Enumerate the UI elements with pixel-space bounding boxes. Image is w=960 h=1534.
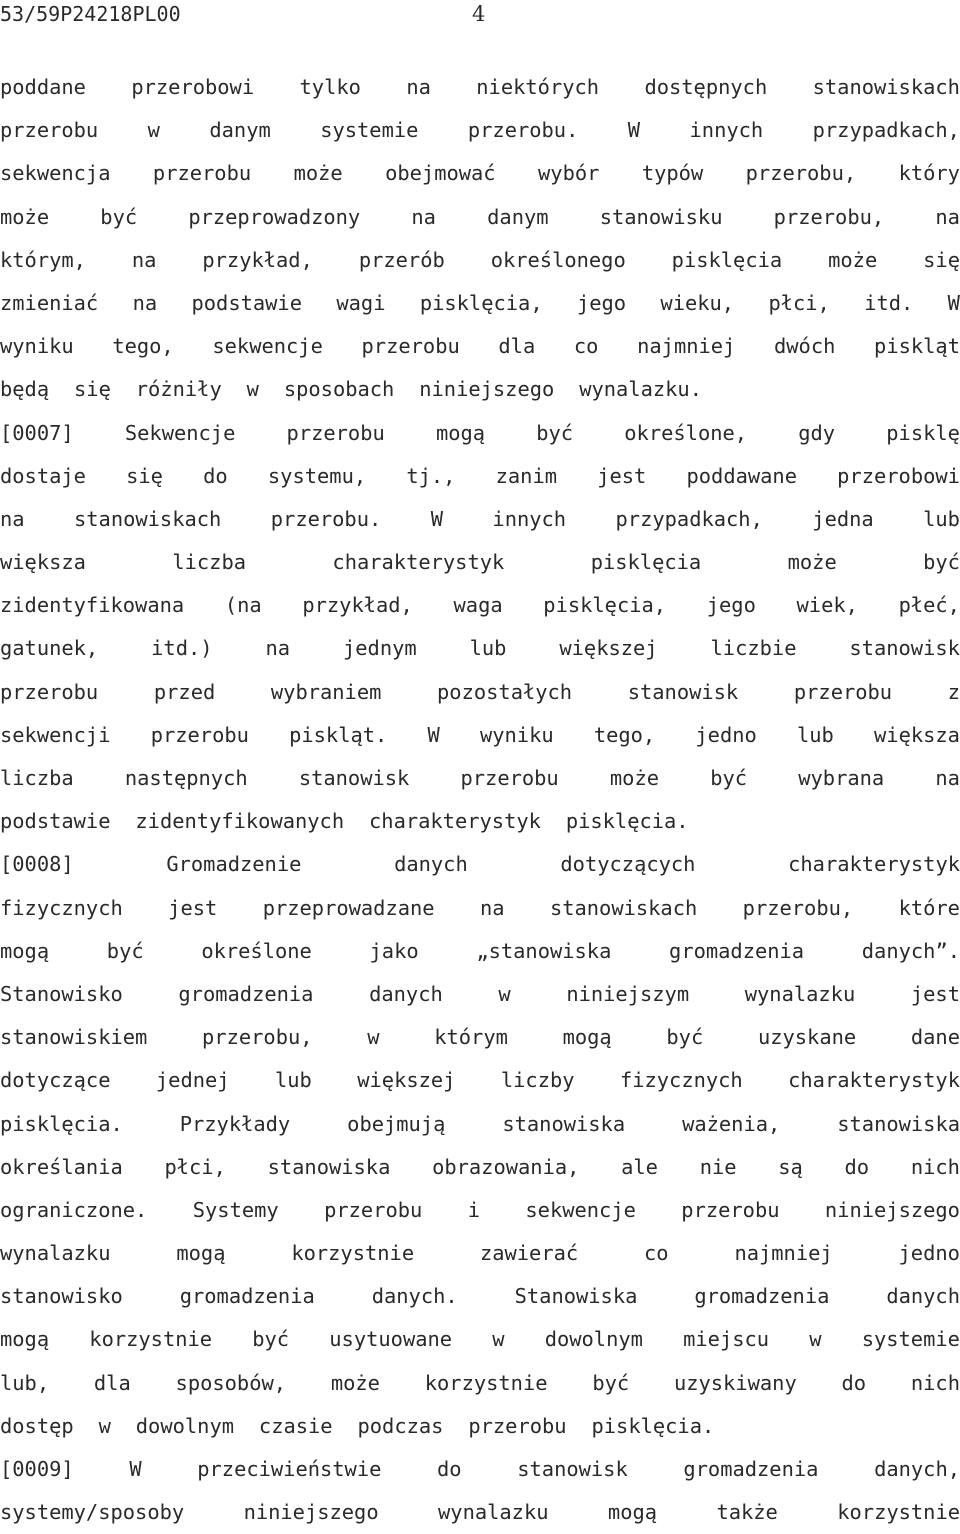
- word: być: [592, 1370, 630, 1395]
- word: przerobu: [0, 118, 99, 143]
- word: stanowiskach: [812, 75, 960, 99]
- word: mogą: [562, 1025, 612, 1050]
- word: być: [666, 1025, 704, 1050]
- word: dotyczące: [0, 1068, 111, 1093]
- word: danych”.: [861, 938, 960, 963]
- word: obejmują: [347, 1111, 446, 1136]
- word: przerobu,: [773, 204, 885, 229]
- word: którym: [434, 1025, 508, 1050]
- word: mogą: [607, 1500, 658, 1525]
- word: mogą: [435, 420, 486, 445]
- word: niektórych: [476, 75, 600, 99]
- word: określania: [0, 1154, 123, 1179]
- word: stanowisk: [517, 1457, 628, 1481]
- word: przerobu: [361, 334, 460, 359]
- word: danym: [487, 204, 549, 229]
- word: piskląt: [874, 334, 960, 359]
- word: fizycznych: [0, 895, 123, 920]
- word: lub: [274, 1068, 312, 1093]
- text-line: [0, 887, 960, 930]
- word: poddawane: [686, 463, 797, 488]
- word: dowolnym: [544, 1327, 643, 1352]
- word: korzystnie: [424, 1370, 548, 1395]
- word: innych: [689, 118, 764, 143]
- word: może: [787, 550, 837, 575]
- word: który: [898, 161, 960, 186]
- text-line: [0, 1103, 960, 1146]
- word: Sekwencje: [124, 420, 236, 445]
- word: nich: [910, 1154, 960, 1179]
- word: ważenia,: [682, 1111, 781, 1136]
- page-header: [0, 0, 960, 30]
- word: stanowiskiem: [0, 1025, 148, 1050]
- text-line: [0, 1491, 960, 1534]
- word: wynalazku: [438, 1500, 549, 1525]
- word: gdy: [798, 420, 836, 445]
- text-line: [0, 1448, 960, 1491]
- text-line: [0, 671, 960, 714]
- word: przerobu,: [202, 1025, 313, 1050]
- word: określone,: [624, 420, 748, 445]
- word: danych: [369, 981, 443, 1006]
- word: pisklęcia: [590, 550, 702, 575]
- word: co: [573, 334, 599, 359]
- word: W: [129, 1457, 142, 1481]
- word: stanowiska: [267, 1154, 391, 1179]
- word: gromadzenia: [179, 1284, 315, 1309]
- word: większej: [559, 636, 658, 661]
- word: wybraniem: [270, 679, 382, 704]
- word: [0007]: [0, 420, 74, 445]
- word: w: [809, 1327, 822, 1352]
- word: obejmować: [385, 161, 496, 186]
- word: mogą: [0, 1327, 50, 1352]
- word: lub: [469, 636, 507, 661]
- word: przerobu.: [270, 506, 382, 531]
- word: które: [898, 895, 960, 920]
- word: dostępnych: [644, 75, 768, 99]
- word: danych: [394, 852, 468, 877]
- word: itd.: [864, 290, 914, 315]
- word: korzystnie: [291, 1241, 415, 1266]
- text-line: podstawie zidentyfikowanych charakterystyk pisklęcia.: [0, 809, 689, 834]
- word: i: [467, 1197, 480, 1222]
- word: wybór: [538, 161, 600, 186]
- word: może: [609, 766, 660, 790]
- word: zmieniać: [0, 290, 99, 315]
- word: stanowisk: [298, 766, 410, 790]
- word: „stanowiska: [476, 938, 612, 963]
- document-id: 53/59P24218PL00: [0, 2, 181, 26]
- word: być: [252, 1327, 290, 1352]
- word: dla: [498, 334, 536, 359]
- word: (na: [224, 593, 262, 618]
- word: w: [492, 1327, 505, 1352]
- word: gatunek,: [0, 636, 99, 661]
- word: się: [923, 247, 960, 272]
- word: systemie: [320, 118, 419, 143]
- text-line: [0, 714, 960, 757]
- word: przed: [153, 679, 216, 704]
- word: przerobu: [152, 161, 252, 186]
- word: dla: [93, 1370, 131, 1395]
- text-line: [0, 1275, 960, 1318]
- word: przerobu: [681, 1197, 780, 1222]
- word: gromadzenia: [669, 938, 805, 963]
- word: jest: [597, 463, 647, 488]
- word: Stanowiska: [514, 1284, 638, 1309]
- word: niniejszym: [566, 981, 690, 1006]
- word: [0009]: [0, 1457, 74, 1481]
- word: na: [0, 506, 25, 531]
- word: w: [367, 1025, 380, 1050]
- word: przerobu: [286, 420, 385, 445]
- word: na: [131, 247, 157, 272]
- word: określonego: [490, 247, 626, 272]
- word: liczba: [172, 550, 247, 575]
- word: płci,: [164, 1154, 226, 1179]
- word: jedno: [898, 1241, 960, 1266]
- word: na: [935, 204, 960, 229]
- word: podstawie: [191, 290, 302, 315]
- word: ale: [621, 1154, 658, 1179]
- word: także: [716, 1500, 778, 1525]
- text-line: [0, 498, 960, 541]
- word: przerobu: [793, 679, 893, 704]
- word: systemie: [861, 1327, 960, 1352]
- word: stanowisko: [0, 1284, 123, 1309]
- text-line: [0, 325, 960, 368]
- word: poddane: [0, 75, 86, 99]
- word: innych: [492, 506, 567, 531]
- word: dwóch: [774, 334, 836, 359]
- word: następnych: [124, 766, 248, 790]
- word: płci,: [768, 290, 830, 315]
- word: sekwencje: [212, 334, 323, 359]
- word: przerobu: [324, 1197, 423, 1222]
- word: na: [406, 75, 431, 99]
- word: liczby: [500, 1068, 575, 1093]
- word: na: [479, 895, 505, 920]
- word: jego: [576, 290, 627, 315]
- word: uzyskane: [757, 1025, 857, 1050]
- word: danych: [886, 1284, 960, 1309]
- word: tego,: [593, 722, 656, 747]
- word: się: [126, 463, 163, 488]
- word: korzystnie: [837, 1500, 960, 1525]
- word: płeć,: [898, 593, 960, 618]
- word: wynalazku: [0, 1241, 111, 1266]
- word: sposobów,: [175, 1370, 287, 1395]
- word: lub: [796, 722, 834, 747]
- word: ograniczone.: [0, 1197, 148, 1222]
- word: danym: [209, 118, 271, 143]
- text-line: [0, 584, 960, 627]
- word: dostaje: [0, 463, 86, 488]
- word: na: [935, 766, 960, 790]
- word: systemy/sposoby: [0, 1500, 185, 1525]
- text-line: [0, 239, 960, 282]
- word: większa: [0, 550, 86, 575]
- word: przerobowi: [837, 463, 960, 488]
- word: mogą: [176, 1241, 226, 1266]
- word: stanowisk: [627, 679, 739, 704]
- word: pisklęcia.: [0, 1111, 123, 1136]
- text-line: [0, 66, 960, 109]
- word: waga: [453, 593, 503, 618]
- text-line: [0, 455, 960, 498]
- word: charakterystyk: [788, 1068, 960, 1093]
- word: stanowisku: [599, 204, 723, 229]
- word: nich: [910, 1370, 960, 1395]
- word: dane: [910, 1025, 960, 1050]
- page-number: 4: [472, 2, 486, 26]
- word: gromadzenia: [694, 1284, 830, 1309]
- word: przerobu: [150, 722, 249, 747]
- text-line: [0, 843, 960, 886]
- word: pisklęcia,: [543, 593, 667, 618]
- word: do: [203, 463, 228, 488]
- word: pozostałych: [437, 679, 573, 704]
- word: gromadzenia: [178, 981, 314, 1006]
- word: sekwencja: [0, 161, 111, 186]
- word: sekwencji: [0, 722, 111, 747]
- word: przykład,: [202, 247, 313, 272]
- word: określone: [201, 938, 312, 963]
- word: charakterystyk: [332, 550, 505, 575]
- word: stanowiskach: [74, 506, 222, 531]
- word: zanim: [495, 463, 557, 488]
- word: z: [947, 679, 960, 704]
- word: liczbie: [710, 636, 797, 661]
- text-line: [0, 196, 960, 239]
- text-line: [0, 1059, 960, 1102]
- word: typów: [641, 161, 704, 186]
- word: usytuowane: [329, 1327, 453, 1352]
- word: piskląt.: [289, 722, 388, 747]
- word: przypadkach,: [615, 506, 763, 531]
- word: systemu,: [267, 463, 367, 488]
- text-line: [0, 282, 960, 325]
- word: Stanowisko: [0, 981, 123, 1006]
- word: W: [947, 290, 960, 315]
- word: W: [430, 506, 443, 531]
- word: może: [0, 204, 50, 229]
- word: danych,: [874, 1457, 960, 1481]
- word: niniejszego: [824, 1197, 960, 1222]
- word: tego,: [112, 334, 174, 359]
- word: przerobu,: [745, 161, 857, 186]
- word: [0008]: [0, 852, 74, 877]
- word: może: [828, 247, 878, 272]
- word: lub,: [0, 1370, 50, 1395]
- text-line: [0, 1189, 960, 1232]
- word: może: [330, 1370, 380, 1395]
- word: być: [100, 204, 138, 229]
- word: mogą: [0, 938, 50, 963]
- word: być: [710, 766, 748, 790]
- text-line: [0, 1016, 960, 1059]
- text-line: [0, 412, 960, 455]
- word: są: [778, 1154, 803, 1179]
- word: większa: [874, 722, 960, 747]
- word: wiek,: [796, 593, 858, 618]
- text-line: [0, 1318, 960, 1361]
- word: itd.): [151, 636, 213, 661]
- word: Systemy: [192, 1197, 279, 1222]
- text-line: [0, 1232, 960, 1275]
- word: stanowiska: [837, 1111, 960, 1136]
- word: przerobu,: [742, 895, 854, 920]
- text-line: [0, 541, 960, 584]
- word: być: [536, 420, 574, 445]
- word: najmniej: [637, 334, 736, 359]
- word: fizycznych: [619, 1068, 743, 1093]
- word: jednym: [342, 636, 417, 661]
- word: charakterystyk: [788, 852, 960, 877]
- word: może: [293, 161, 343, 186]
- word: na: [411, 204, 436, 229]
- word: zidentyfikowana: [0, 593, 185, 618]
- word: wagi: [336, 290, 386, 315]
- word: wyniku: [0, 334, 74, 359]
- word: Gromadzenie: [166, 852, 302, 877]
- word: co: [644, 1241, 669, 1266]
- word: przeciwieństwie: [197, 1457, 382, 1481]
- word: W: [627, 118, 641, 143]
- word: do: [437, 1457, 462, 1481]
- word: którym,: [0, 247, 86, 272]
- word: do: [844, 1154, 870, 1179]
- word: na: [132, 290, 158, 315]
- word: korzystnie: [89, 1327, 213, 1352]
- word: wyniku: [479, 722, 554, 747]
- word: liczba: [0, 766, 74, 790]
- document-body: [0, 66, 960, 1534]
- word: tylko: [299, 75, 361, 99]
- word: jest: [168, 895, 218, 920]
- word: w: [147, 118, 160, 143]
- word: sekwencje: [525, 1197, 636, 1222]
- text-line: [0, 973, 960, 1016]
- word: być: [106, 938, 144, 963]
- word: jego: [706, 593, 756, 618]
- word: przerobu: [460, 766, 559, 790]
- word: gromadzenia: [683, 1457, 819, 1481]
- text-line: [0, 1146, 960, 1189]
- word: stanowisk: [849, 636, 960, 661]
- word: przerobu: [0, 679, 99, 704]
- word: jako: [369, 938, 419, 963]
- word: tj.,: [406, 463, 456, 488]
- word: przerobu.: [467, 118, 579, 143]
- text-line: [0, 1362, 960, 1405]
- word: wybrana: [798, 766, 885, 790]
- word: pisklęcia: [671, 247, 783, 272]
- word: wynalazku: [744, 981, 856, 1006]
- word: w: [498, 981, 511, 1006]
- word: przerobowi: [131, 75, 255, 99]
- word: na: [265, 636, 291, 661]
- word: do: [841, 1370, 867, 1395]
- word: wieku,: [660, 290, 735, 315]
- word: pisklęcia,: [419, 290, 543, 315]
- word: jest: [910, 981, 960, 1006]
- word: jednej: [155, 1068, 230, 1093]
- word: być: [923, 550, 960, 575]
- word: najmniej: [734, 1241, 833, 1266]
- word: pisklę: [886, 420, 960, 445]
- word: przypadkach,: [812, 118, 960, 143]
- text-line: [0, 109, 960, 152]
- word: stanowiska: [502, 1111, 626, 1136]
- word: W: [427, 722, 440, 747]
- word: przerób: [358, 247, 445, 272]
- text-line: [0, 757, 960, 800]
- word: Przykłady: [179, 1111, 291, 1136]
- word: większej: [357, 1068, 456, 1093]
- word: przeprowadzane: [262, 895, 435, 920]
- word: dotyczących: [560, 852, 696, 877]
- text-line: [0, 930, 960, 973]
- word: niniejszego: [243, 1500, 379, 1525]
- text-line: [0, 627, 960, 670]
- word: zawierać: [479, 1241, 579, 1266]
- text-line: [0, 152, 960, 195]
- text-line: będą się różniły w sposobach niniejszego wynalazku.: [0, 377, 702, 402]
- word: uzyskiwany: [673, 1370, 797, 1395]
- word: obrazowania,: [432, 1154, 580, 1179]
- word: danych.: [371, 1284, 458, 1309]
- word: lub: [923, 506, 960, 531]
- word: nie: [699, 1154, 737, 1179]
- word: miejscu: [683, 1327, 770, 1352]
- word: przeprowadzony: [188, 204, 361, 229]
- word: jedno: [695, 722, 757, 747]
- word: jedna: [812, 506, 874, 531]
- word: stanowiskach: [549, 895, 698, 920]
- text-line: dostęp w dowolnym czasie podczas przerobu pisklęcia.: [0, 1413, 715, 1438]
- word: przykład,: [302, 593, 413, 618]
